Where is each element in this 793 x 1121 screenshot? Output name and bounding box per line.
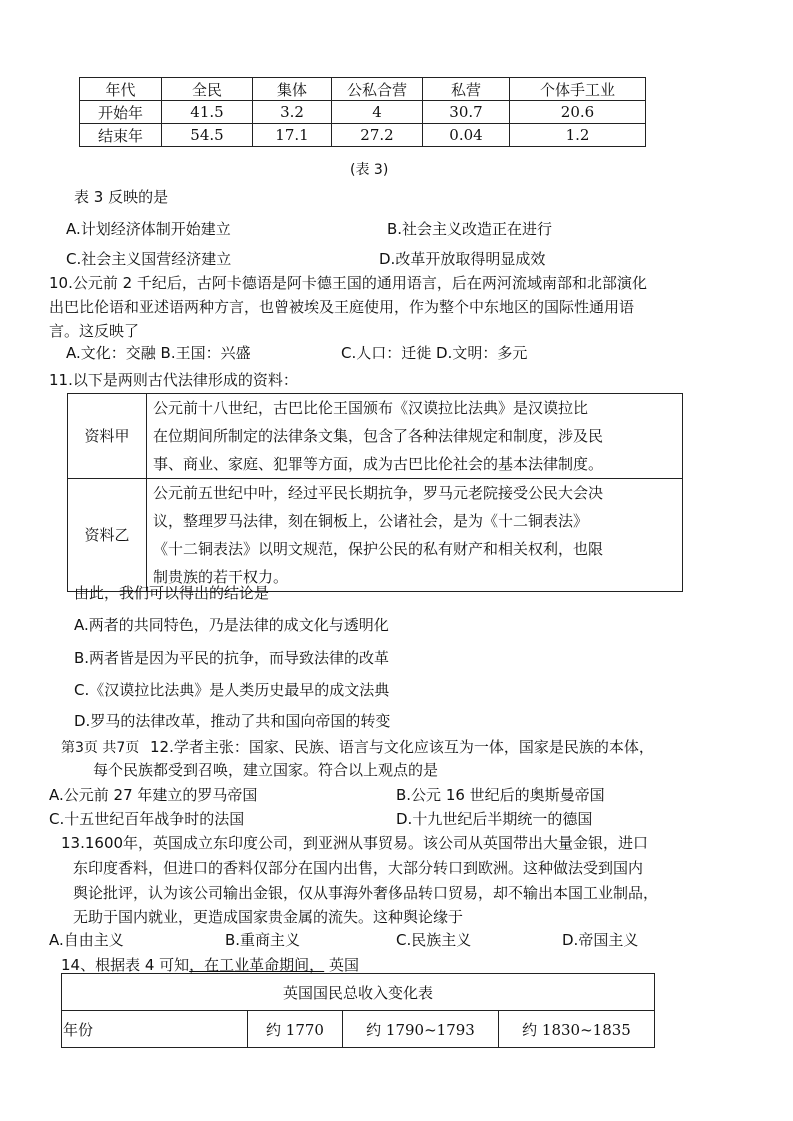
source-line: 在位期间所制定的法律条文集，包含了各种法律规定和制度，涉及民 bbox=[153, 427, 604, 445]
table-header-cell: 私营 bbox=[423, 78, 510, 101]
table-cell: 41.5 bbox=[162, 101, 253, 124]
source-label: 资料甲 bbox=[68, 394, 147, 479]
option-a: A.两者的共同特色，乃是法律的成文化与透明化 bbox=[74, 616, 389, 634]
stem-part: 英国 bbox=[324, 956, 359, 974]
option-c: C.社会主义国营经济建立 bbox=[66, 250, 232, 268]
option-b: B.重商主义 bbox=[225, 931, 301, 949]
question-10-line: 言。这反映了 bbox=[49, 322, 140, 340]
question-10-options-cd: C.人口：迁徙 D.文明：多元 bbox=[341, 344, 528, 362]
table-cell: 27.2 bbox=[332, 124, 423, 147]
source-line: 制贵族的若干权力。 bbox=[153, 568, 289, 586]
table-cell: 17.1 bbox=[253, 124, 332, 147]
table-header-cell: 年代 bbox=[80, 78, 162, 101]
table-header-row bbox=[80, 78, 646, 101]
option-d: D.罗马的法律改革，推动了共和国向帝国的转变 bbox=[74, 712, 391, 730]
question-10-line: 出巴比伦语和亚述语两种方言，也曾被埃及王庭使用，作为整个中东地区的国际性通用语 bbox=[49, 298, 635, 316]
table-header-cell: 集体 bbox=[253, 78, 332, 101]
table-header-cell: 约 1830~1835 bbox=[499, 1011, 655, 1048]
stem-part-underlined: ，在工业革命期间， bbox=[189, 956, 325, 974]
table-cell: 4 bbox=[332, 101, 423, 124]
table-title-row bbox=[62, 974, 655, 1011]
question-12-line: 每个民族都受到召唤，建立国家。符合以上观点的是 bbox=[93, 761, 439, 779]
option-a: A.自由主义 bbox=[49, 931, 124, 949]
question-10-options-ab: A.文化：交融 B.王国：兴盛 bbox=[66, 344, 251, 362]
table-cell: 0.04 bbox=[423, 124, 510, 147]
option-b: B.社会主义改造正在进行 bbox=[387, 220, 553, 238]
option-d: D.帝国主义 bbox=[562, 931, 639, 949]
option-c: C.民族主义 bbox=[396, 931, 472, 949]
table-header-cell: 约 1790~1793 bbox=[343, 1011, 499, 1048]
source-text bbox=[147, 479, 683, 592]
question-13-line: 舆论批评，认为该公司输出金银，仅从事海外奢侈品转口贸易，却不输出本国工业制品， bbox=[73, 884, 659, 902]
table-header-cell: 约 1770 bbox=[248, 1011, 343, 1048]
question-11-conclusion: 由此，我们可以得出的结论是 bbox=[74, 584, 270, 602]
source-table bbox=[67, 393, 683, 592]
source-line: 事、商业、家庭、犯罪等方面，成为古巴比伦社会的基本法律制度。 bbox=[153, 455, 604, 473]
table-header-cell: 全民 bbox=[162, 78, 253, 101]
option-c: C.《汉谟拉比法典》是人类历史最早的成文法典 bbox=[74, 681, 390, 699]
table-header-cell: 年份 bbox=[62, 1011, 248, 1048]
option-d: D.十九世纪后半期统一的德国 bbox=[396, 810, 593, 828]
table-header-cell: 个体手工业 bbox=[510, 78, 646, 101]
option-a: A.公元前 27 年建立的罗马帝国 bbox=[49, 786, 258, 804]
table-row bbox=[80, 101, 646, 124]
table-cell: 1.2 bbox=[510, 124, 646, 147]
option-d: D.改革开放取得明显成效 bbox=[379, 250, 546, 268]
question-11-stem: 11.以下是两则古代法律形成的资料： bbox=[49, 371, 298, 389]
source-line: 公元前五世纪中叶，经过平民长期抗争，罗马元老院接受公民大会决 bbox=[153, 484, 604, 502]
question-12-line: 12.学者主张：国家、民族、语言与文化应该互为一体，国家是民族的本体， bbox=[150, 738, 654, 756]
table-cell: 3.2 bbox=[253, 101, 332, 124]
option-b: B.公元 16 世纪后的奥斯曼帝国 bbox=[396, 786, 605, 804]
page-info: 第3页 共7页 bbox=[61, 740, 140, 756]
table-cell: 结束年 bbox=[80, 124, 162, 147]
table-header-cell: 公私合营 bbox=[332, 78, 423, 101]
source-row bbox=[68, 394, 683, 479]
table-header-row bbox=[62, 1011, 655, 1048]
table-cell: 30.7 bbox=[423, 101, 510, 124]
table-title: 英国国民总收入变化表 bbox=[62, 974, 655, 1011]
question-13-line: 无助于国内就业，更造成国家贵金属的流失。这种舆论缘于 bbox=[73, 908, 464, 926]
table-row bbox=[80, 124, 646, 147]
question-13-line: 东印度香料，但进口的香料仅部分在国内出售，大部分转口到欧洲。这种做法受到国内 bbox=[73, 859, 644, 877]
question-14-stem bbox=[61, 955, 359, 975]
source-line: 《十二铜表法》以明文规范，保护公民的私有财产和相关权利，也限 bbox=[153, 540, 604, 558]
source-label: 资料乙 bbox=[68, 479, 147, 592]
table-3 bbox=[79, 77, 646, 147]
stem-part: 14、根据表 4 可知 bbox=[61, 956, 190, 974]
table-cell: 开始年 bbox=[80, 101, 162, 124]
source-line: 公元前十八世纪，古巴比伦王国颁布《汉谟拉比法典》是汉谟拉比 bbox=[153, 399, 589, 417]
source-line: 议，整理罗马法律，刻在铜板上，公诸社会，是为《十二铜表法》 bbox=[153, 512, 589, 530]
table-caption: (表 3) bbox=[350, 162, 389, 178]
source-text bbox=[147, 394, 683, 479]
option-b: B.两者皆是因为平民的抗争，而导致法律的改革 bbox=[74, 649, 390, 667]
question-10-line: 10.公元前 2 千纪后，古阿卡德语是阿卡德王国的通用语言，后在两河流域南部和北部演化 bbox=[49, 274, 647, 292]
table-cell: 20.6 bbox=[510, 101, 646, 124]
option-a: A.计划经济体制开始建立 bbox=[66, 220, 231, 238]
option-c: C.十五世纪百年战争时的法国 bbox=[49, 810, 245, 828]
question-13-line: 13.1600年，英国成立东印度公司，到亚洲从事贸易。该公司从英国带出大量金银，进口 bbox=[61, 834, 649, 852]
question-9-stem: 表 3 反映的是 bbox=[74, 188, 169, 206]
table-4 bbox=[61, 973, 655, 1048]
table-cell: 54.5 bbox=[162, 124, 253, 147]
source-row bbox=[68, 479, 683, 592]
